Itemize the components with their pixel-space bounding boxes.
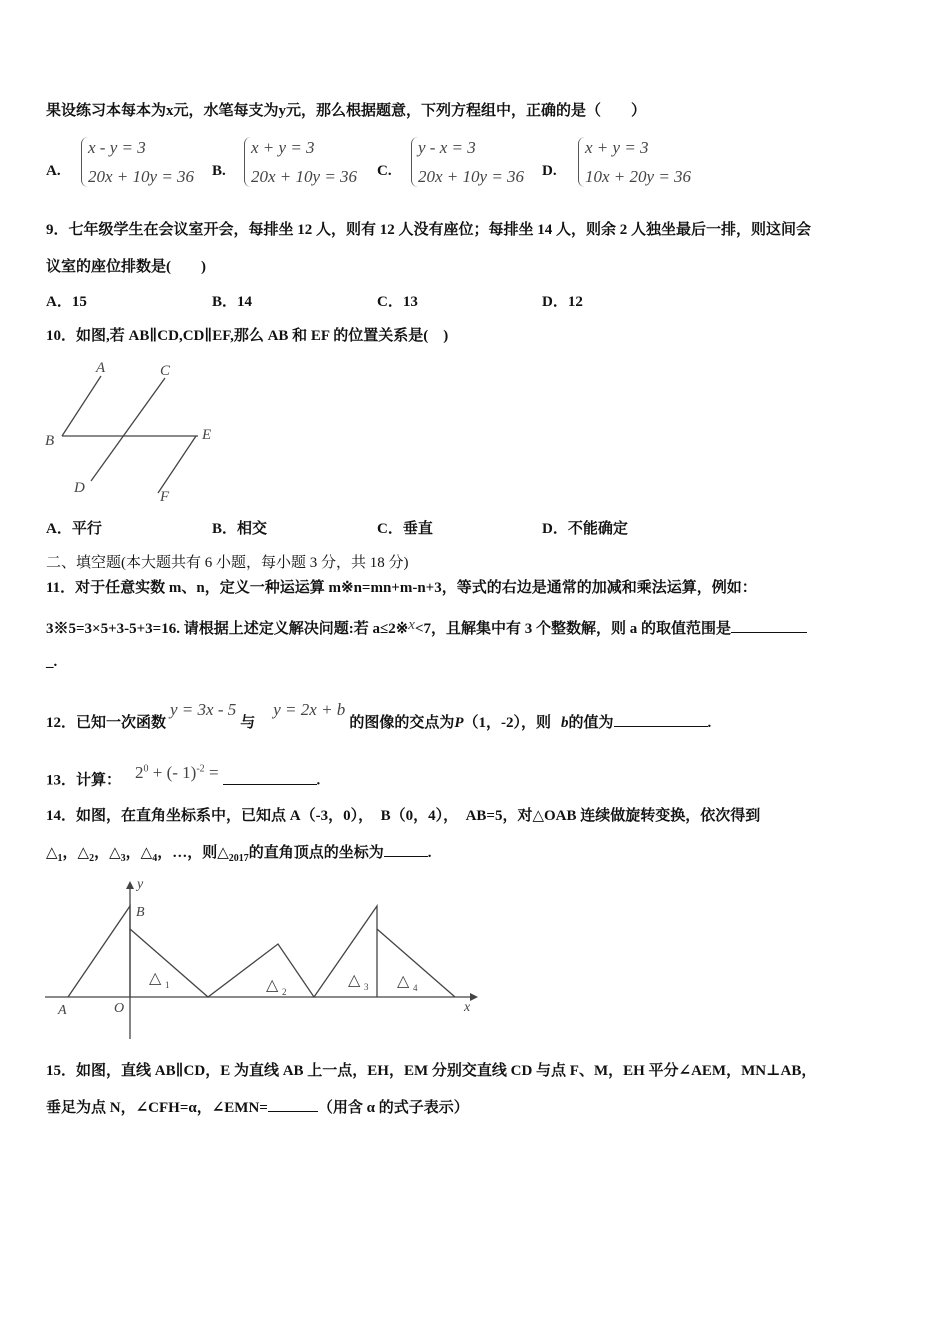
q10-figure <box>40 355 230 510</box>
q15-line1: 15．如图，直线 AB∥CD，E 为直线 AB 上一点，EH，EM 分别交直线 CD 与点 F、M，EH 平分∠AEM，MN⊥AB， <box>46 1063 817 1079</box>
q8-option-c-system <box>418 133 524 191</box>
q11-var-x: x <box>408 617 415 633</box>
label-o: O <box>114 1001 125 1016</box>
q12-answer-blank <box>614 726 708 727</box>
q9-option-a: A．15 <box>46 294 87 310</box>
q12-prefix: 12．已知一次函数 <box>46 715 167 731</box>
q12-line <box>46 700 711 733</box>
section-2-title: 二、填空题(本大题共有 6 小题，每小题 3 分，共 18 分) <box>46 555 409 571</box>
q8-stem: 果设练习本每本为x元，水笔每支为y元，那么根据题意，下列方程组中，正确的是（ ） <box>46 103 647 119</box>
q14-line2-after: 的直角顶点的坐标为 <box>248 845 384 861</box>
q13-exp1: 0 <box>143 763 149 774</box>
q14-sub-3: 3 <box>120 853 126 864</box>
q12-function-1: y = 3x - 5 <box>170 700 237 719</box>
q11-line2 <box>46 615 807 639</box>
q11-line2-before: 3※5=3×5+3-5+3=16. 请根据上述定义解决问题:若 a≤2※ <box>46 621 409 637</box>
q10-stem: 10．如图,若 AB∥CD,CD∥EF,那么 AB 和 EF 的位置关系是( ) <box>46 328 449 344</box>
q9-option-b: B．14 <box>212 294 253 310</box>
q11-line3: _. <box>46 654 58 670</box>
q15-line2-before: 垂足为点 N，∠CFH=α，∠EMN= <box>46 1100 268 1116</box>
q13-exp2: -2 <box>196 763 205 774</box>
q14-sub-2017: 2017 <box>228 853 249 864</box>
q10-option-d: D．不能确定 <box>542 521 628 537</box>
q15-line2-after: （用含 α 的式子表示） <box>317 1100 469 1116</box>
q14-sub-4: 4 <box>152 853 158 864</box>
label-a: A <box>58 1003 67 1018</box>
label-b: B <box>136 905 145 920</box>
q8-option-b-eq1: x + y = 3 <box>251 138 315 157</box>
q13-prefix: 13．计算： <box>46 772 122 789</box>
q9-option-d: D．12 <box>542 294 583 310</box>
q8-option-a-brace <box>81 137 88 187</box>
q8-option-c-label: C. <box>377 163 392 179</box>
q8-option-d-eq1: x + y = 3 <box>585 138 649 157</box>
q14-line1: 14．如图，在直角坐标系中，已知点 A（-3，0）， B（0，4）， AB=5，对△OAB 连续做旋转变换，依次得到 <box>46 808 761 824</box>
q13-mid: + (- 1) <box>152 762 197 782</box>
line-ef <box>158 436 196 493</box>
q10-option-b: B．相交 <box>212 521 268 537</box>
label-y: y <box>137 877 144 892</box>
q14-end: . <box>427 845 432 861</box>
q13-expression <box>135 763 219 782</box>
triangle-oab <box>68 906 130 997</box>
q11-line1: 11．对于任意实数 m、n，定义一种运运算 m※n=mn+m-n+3，等式的右边是通常的加减和乘法运算，例如： <box>46 580 757 596</box>
line-ab <box>62 376 101 436</box>
label-delta-2: △ <box>266 977 279 994</box>
q8-option-b-eq2: 20x + 10y = 36 <box>251 167 358 186</box>
label-e: E <box>202 427 212 443</box>
q8-option-a-system <box>88 133 194 191</box>
q12-suffix1: 的图像的交点为 <box>349 715 455 731</box>
q14-sub-2: 2 <box>89 853 95 864</box>
q8-option-b-label: B. <box>212 163 226 179</box>
x-axis-arrow <box>470 993 478 1001</box>
label-a: A <box>96 360 106 376</box>
q8-option-c-eq1: y - x = 3 <box>418 138 476 157</box>
q8-option-c-eq2: 20x + 10y = 36 <box>418 167 525 186</box>
q13-base1: 2 <box>135 762 144 782</box>
q15-answer-blank <box>268 1111 318 1112</box>
q8-option-d-system <box>585 133 691 191</box>
label-delta-4: △ <box>397 973 410 990</box>
q15-line2 <box>46 1098 469 1118</box>
q13-answer-blank <box>223 784 317 785</box>
q8-option-b-brace <box>244 137 251 187</box>
label-delta-3-sub: 3 <box>364 982 369 992</box>
q12-mid: 与 <box>240 715 256 731</box>
q12-function-2: y = 2x + b <box>273 700 346 719</box>
q12-point-var: P <box>454 715 464 731</box>
q10-option-a: A．平行 <box>46 521 102 537</box>
q14-answer-blank <box>384 856 428 857</box>
q8-option-a-eq2: 20x + 10y = 36 <box>88 167 195 186</box>
label-delta-1-sub: 1 <box>165 980 170 990</box>
q14-line2-mid: ，…，则△ <box>157 845 229 861</box>
q9-line2: 议室的座位排数是( ) <box>46 259 206 275</box>
label-c: C <box>160 363 171 379</box>
label-delta-3: △ <box>348 972 361 989</box>
q9-line1: 9．七年级学生在会议室开会，每排坐 12 人，则有 12 人没有座位；每排坐 14 人，则余 2 人独坐最后一排，则这间会 <box>46 222 812 238</box>
q14-figure <box>40 874 480 1046</box>
q12-end: . <box>707 715 712 731</box>
q12-b-var: b <box>561 715 569 731</box>
label-b: B <box>45 433 55 449</box>
label-x: x <box>464 1000 471 1015</box>
q11-answer-blank <box>731 632 807 633</box>
q14-delta-1: △ <box>46 845 58 861</box>
q11-line2-after: <7，且解集中有 3 个整数解，则 a 的取值范围是 <box>414 621 732 637</box>
q8-option-a-label: A. <box>46 163 61 179</box>
q8-option-a-eq1: x - y = 3 <box>88 138 146 157</box>
q14-sub-1: 1 <box>57 853 63 864</box>
q9-option-c: C．13 <box>377 294 418 310</box>
q8-option-d-brace <box>578 137 585 187</box>
line-cd <box>91 378 165 481</box>
q13-end: . <box>316 772 321 789</box>
q8-option-b-system <box>251 133 357 191</box>
y-axis-arrow <box>126 881 134 889</box>
q8-option-d-eq2: 10x + 20y = 36 <box>585 167 692 186</box>
q10-option-c: C．垂直 <box>377 521 433 537</box>
q12-suffix2: 的值为 <box>568 715 614 731</box>
q12-point-coords: （1，-2），则 <box>463 715 551 731</box>
label-delta-4-sub: 4 <box>413 983 418 993</box>
label-d: D <box>74 480 85 496</box>
q13-line <box>46 759 320 791</box>
label-f: F <box>160 489 170 505</box>
q8-option-d-label: D. <box>542 163 557 179</box>
q13-eq: = <box>208 762 219 782</box>
q8-option-c-brace <box>411 137 418 187</box>
label-delta-1: △ <box>149 970 162 987</box>
q14-line2: $\triangle_1$，$\triangle_2$，$\triangle_3$，$\triangle_4$，…，则$\triangle_{2017}$的直角顶点的坐标为 . <box>46 845 432 864</box>
label-delta-2-sub: 2 <box>282 987 287 997</box>
